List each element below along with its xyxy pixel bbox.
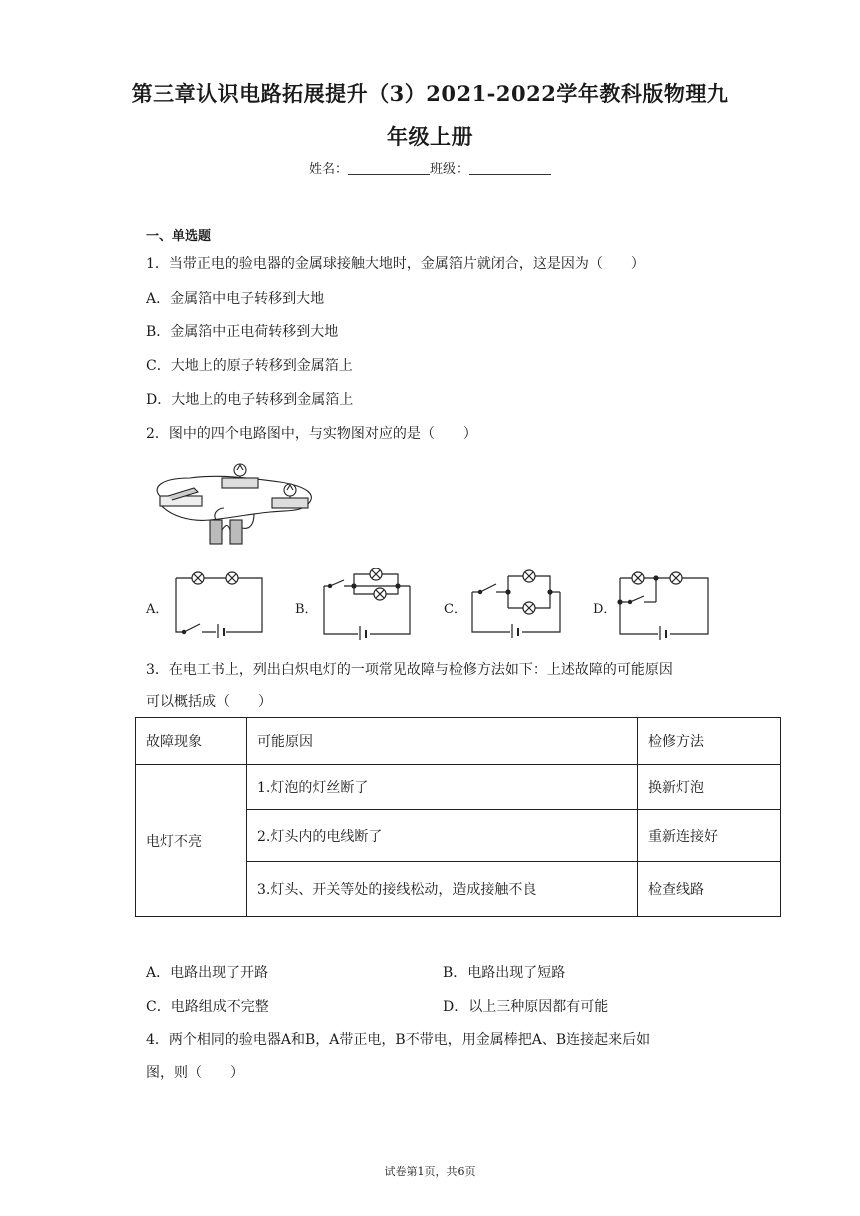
table-method-cell: 换新灯泡 bbox=[638, 765, 781, 810]
fault-table bbox=[135, 717, 781, 917]
circuit-diagram-b bbox=[318, 568, 418, 640]
table-phenomenon-cell: 电灯不亮 bbox=[136, 765, 247, 917]
table-cause-cell: 3.灯头、开关等处的接线松动，造成接触不良 bbox=[247, 862, 638, 917]
q3-option-a: A．电路出现了开路 bbox=[146, 965, 269, 981]
q2-option-a-label: A． bbox=[146, 602, 169, 617]
q2-option-c-label: C． bbox=[444, 602, 467, 617]
circuit-diagram-a bbox=[166, 568, 266, 638]
table-header-cell: 可能原因 bbox=[247, 718, 638, 765]
q2-option-d-label: D． bbox=[593, 602, 617, 617]
circuit-diagram-d bbox=[614, 568, 714, 640]
q3-stem-line1: 3．在电工书上，列出白炽电灯的一项常见故障与检修方法如下：上述故障的可能原因 bbox=[146, 662, 673, 678]
q3-option-c: C．电路组成不完整 bbox=[146, 999, 269, 1015]
q4-stem-line1: 4．两个相同的验电器A和B，A带正电，B不带电，用金属棒把A、B连接起来后如 bbox=[146, 1032, 651, 1048]
q1-option-c: C．大地上的原子转移到金属箔上 bbox=[146, 358, 353, 374]
table-method-cell: 重新连接好 bbox=[638, 810, 781, 862]
q4-stem-line2: 图，则（ ） bbox=[146, 1065, 244, 1081]
physical-circuit-image bbox=[150, 458, 320, 548]
page-title-line2: 年级上册 bbox=[387, 124, 473, 149]
table-header-cell: 检修方法 bbox=[638, 718, 781, 765]
table-header-cell: 故障现象 bbox=[136, 718, 247, 765]
q1-option-d: D．大地上的电子转移到金属箔上 bbox=[146, 392, 354, 408]
table-method-cell: 检查线路 bbox=[638, 862, 781, 917]
table-cause-cell: 2.灯头内的电线断了 bbox=[247, 810, 638, 862]
q1-stem: 1．当带正电的验电器的金属球接触大地时，金属箔片就闭合，这是因为（ ） bbox=[146, 256, 645, 272]
class-blank[interactable] bbox=[469, 160, 551, 175]
table-row bbox=[136, 765, 781, 810]
q1-option-b: B．金属箔中正电荷转移到大地 bbox=[146, 324, 339, 340]
section-heading: 一、单选题 bbox=[146, 229, 212, 244]
name-blank[interactable] bbox=[348, 160, 430, 175]
q1-option-a: A．金属箔中电子转移到大地 bbox=[146, 291, 325, 307]
class-label: 班级： bbox=[430, 162, 470, 177]
table-header-row bbox=[136, 718, 781, 765]
page-footer: 试卷第1页，共6页 bbox=[384, 1165, 476, 1178]
q3-stem-line2: 可以概括成（ ） bbox=[146, 694, 272, 710]
q2-option-b-label: B． bbox=[295, 602, 318, 617]
student-info-bar bbox=[0, 158, 860, 177]
table-cause-cell: 1.灯泡的灯丝断了 bbox=[247, 765, 638, 810]
q3-option-d: D．以上三种原因都有可能 bbox=[443, 999, 609, 1015]
q2-stem: 2．图中的四个电路图中，与实物图对应的是（ ） bbox=[146, 426, 477, 442]
page-title-line1: 第三章认识电路拓展提升（3）2021-2022学年教科版物理九 bbox=[131, 81, 729, 106]
circuit-diagram-c bbox=[466, 566, 566, 638]
q3-option-b: B．电路出现了短路 bbox=[443, 965, 566, 981]
name-label: 姓名： bbox=[308, 162, 348, 177]
